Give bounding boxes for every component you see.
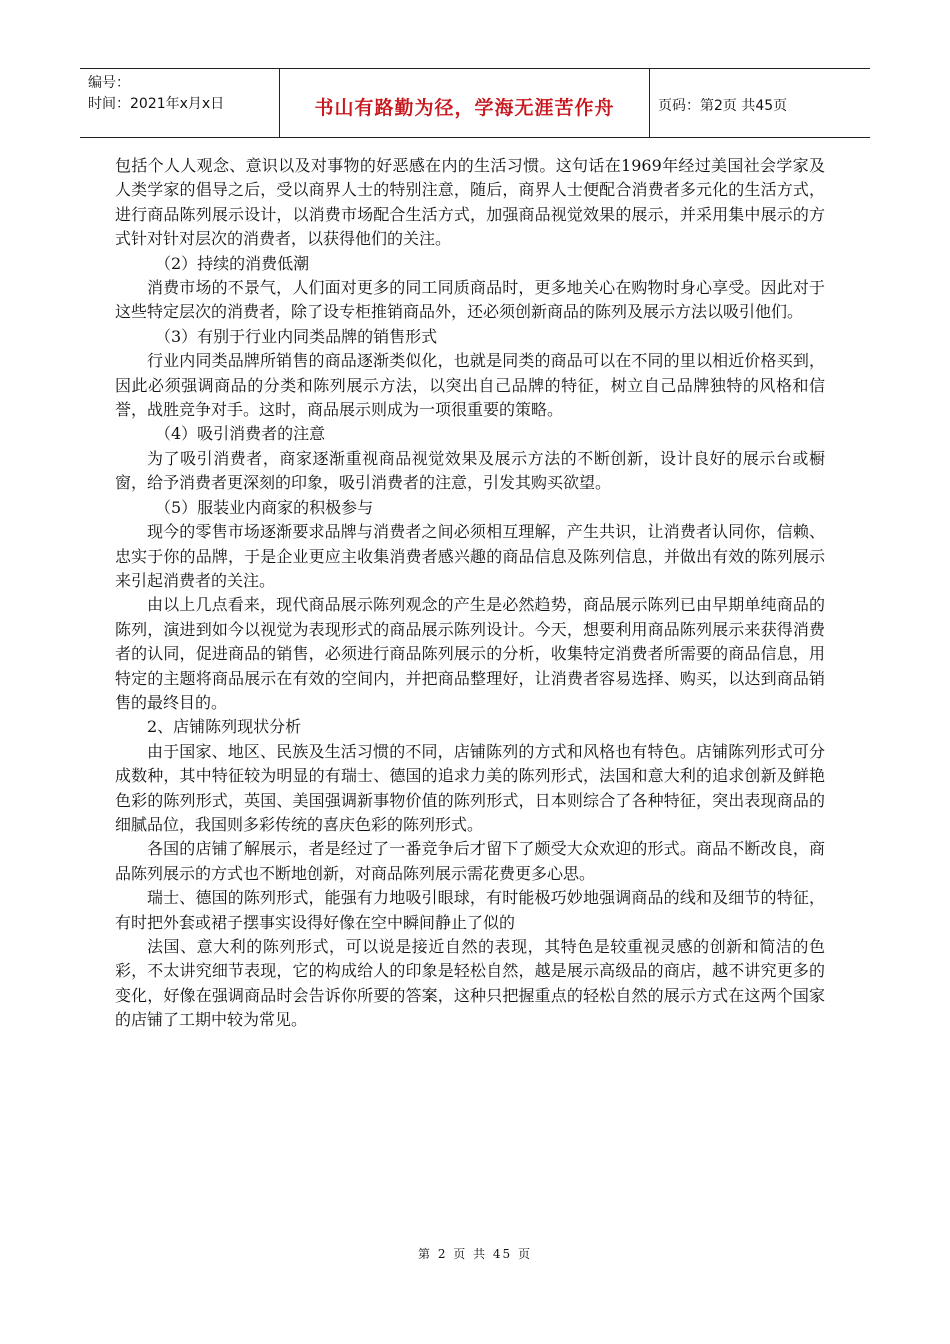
time-label: 时间：2021年x月x日 [88,96,225,112]
section-heading: （2）持续的消费低潮 [155,253,310,273]
paragraph: 现今的零售市场逐渐要求品牌与消费者之间必须相互理解，产生共识，让消费者认同你，信赖、忠实于你的品牌，于是企业更应主收集消费者感兴趣的商品信息及陈列信息，并做出有效的陈列展示来引起消费者的关注。 [115,522,825,590]
section-heading: 2、店铺陈列现状分析 [147,717,302,737]
section-heading: （3）有别于行业内同类品牌的销售形式 [155,326,438,346]
header-meta [80,69,280,137]
paragraph: 法国、意大利的陈列形式，可以说是接近自然的表现，其特色是较重视灵感的创新和简洁的色彩，不太讲究细节表现，它的构成给人的印象是轻松自然，越是展示高级品的商店，越不讲究更多的变化，好像在强调商品时会告诉你所要的答案，这种只把握重点的轻松自然的展示方式在这两个国家的店铺了工期中较为常见。 [115,937,825,1030]
paragraph: 消费市场的不景气，人们面对更多的同工同质商品时，更多地关心在购物时身心享受。因此对于这些特定层次的消费者，除了设专柜推销商品外，还必须创新商品的陈列及展示方法以吸引他们。 [115,278,825,322]
paragraph: 瑞士、德国的陈列形式，能强有力地吸引眼球，有时能极巧妙地强调商品的线和及细节的特征，有时把外套或裙子摆事实设得好像在空中瞬间静止了似的 [115,888,825,932]
section-heading: （4）吸引消费者的注意 [155,424,326,444]
document-body [115,154,825,1033]
page-header [80,68,870,138]
paragraph: 由于国家、地区、民族及生活习惯的不同，店铺陈列的方式和风格也有特色。店铺陈列形式可分成数种，其中特征较为明显的有瑞士、德国的追求力美的陈列形式，法国和意大利的追求创新及鲜艳色彩的陈列形式，英国、美国强调新事物价值的陈列形式，日本则综合了各种特征，突出表现商品的细腻品位，我国则多彩传统的喜庆色彩的陈列形式。 [115,741,825,834]
paragraph: 包括个人人观念、意识以及对事物的好恶感在内的生活习惯。这句话在1969年经过美国社会学家及人类学家的倡导之后，受以商界人士的特别注意，随后，商界人士便配合消费者多元化的生活方式，进行商品陈列展示设计，以消费市场配合生活方式，加强商品视觉效果的展示，并采用集中展示的方式针对针对层次的消费者，以获得他们的关注。 [115,156,825,249]
paragraph: 行业内同类品牌所销售的商品逐渐类似化，也就是同类的商品可以在不同的里以相近价格买到，因此必须强调商品的分类和陈列展示方法，以突出自己品牌的特征，树立自己品牌独特的风格和信誉，战胜竞争对手。这时，商品展示则成为一项很重要的策略。 [115,351,825,420]
header-page-info: 页码：第2页 共45页 [658,98,788,114]
paragraph: 由以上几点看来，现代商品展示陈列观念的产生是必然趋势，商品展示陈列已由早期单纯商品的陈列，演进到如今以视觉为表现形式的商品展示陈列设计。今天，想要利用商品陈列展示来获得消费者的认同，促进商品的销售，必须进行商品陈列展示的分析，收集特定消费者所需要的商品信息，用特定的主题将商品展示在有效的空间内，并把商品整理好，让消费者容易选择、购买，以达到商品销售的最终目的。 [115,595,825,712]
page-footer: 第 2 页 共 45 页 [418,1247,532,1261]
section-heading: （5）服装业内商家的积极参与 [155,497,374,517]
paragraph: 各国的店铺了解展示，者是经过了一番竞争后才留下了颇受大众欢迎的形式。商品不断改良，商品陈列展示的方式也不断地创新，对商品陈列展示需花费更多心思。 [115,839,825,883]
header-motto: 书山有路勤为径，学海无涯苦作舟 [280,69,650,137]
paragraph: 为了吸引消费者，商家逐渐重视商品视觉效果及展示方法的不断创新，设计良好的展示台或橱窗，给予消费者更深刻的印象，吸引消费者的注意，引发其购买欲望。 [115,448,825,493]
code-label: 编号： [88,75,130,91]
